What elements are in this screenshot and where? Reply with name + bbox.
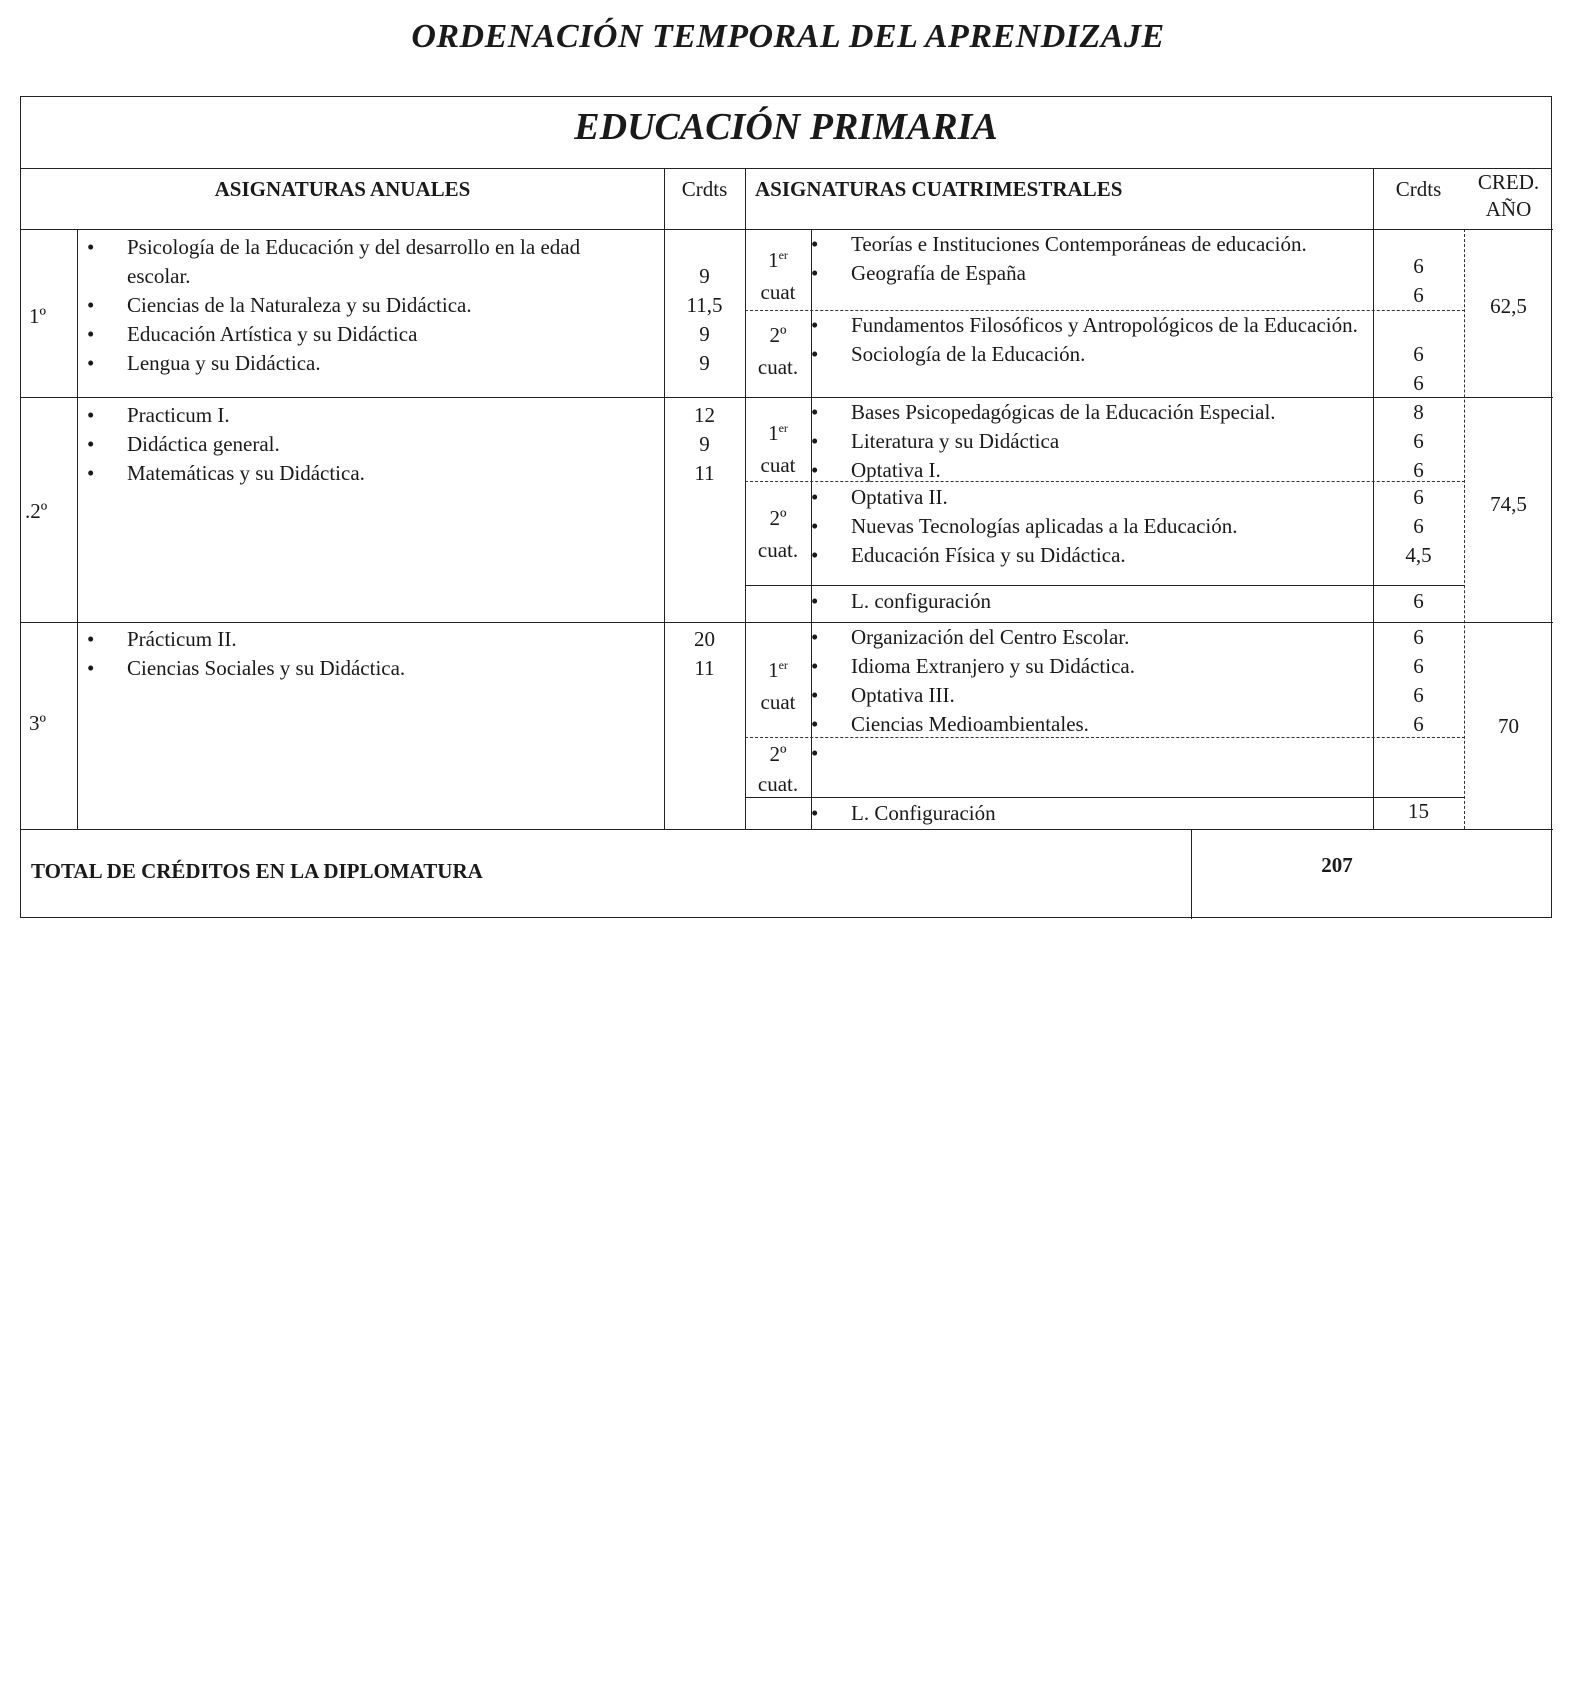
anuales-list-3 xyxy=(77,625,664,683)
c1-crdts-3: 6 6 6 6 xyxy=(1413,625,1424,736)
lconf-list-2 xyxy=(801,587,1371,616)
list-item: • Literatura y su Didáctica xyxy=(801,427,1371,456)
year-label-2: .2º xyxy=(25,499,48,523)
anuales-list-1 xyxy=(77,233,664,378)
cred-ano-1: 62,5 xyxy=(1490,294,1527,318)
list-item: • Nuevas Tecnologías aplicadas a la Educación. xyxy=(801,512,1371,541)
c1-list-1 xyxy=(801,230,1371,288)
cuat-label-3-1: 1er cuat xyxy=(760,658,796,714)
list-item: • Ciencias de la Naturaleza y su Didáctica. xyxy=(77,291,644,320)
list-item: • Optativa III. xyxy=(801,681,1371,710)
c2-crdts-2: 6 6 4,5 xyxy=(1405,485,1432,567)
list-item: • L. configuración xyxy=(801,587,1371,616)
page-title: ORDENACIÓN TEMPORAL DEL APRENDIZAJE xyxy=(411,18,1165,55)
list-item: • Organización del Centro Escolar. xyxy=(801,623,1371,652)
header-cuatrimestrales: ASIGNATURAS CUATRIMESTRALES xyxy=(755,177,1123,201)
cred-ano-2: 74,5 xyxy=(1490,492,1527,516)
header-anuales: ASIGNATURAS ANUALES xyxy=(214,177,471,201)
list-item: • Fundamentos Filosóficos y Antropológicos de la Educación. xyxy=(801,311,1371,340)
list-item: • Ciencias Medioambientales. xyxy=(801,710,1371,739)
anuales-crdts-2: 12 9 11 xyxy=(694,403,715,485)
lconf-crdts-2: 6 xyxy=(1413,589,1424,613)
c1-crdts-2: 8 6 6 xyxy=(1413,400,1424,482)
cuat-label-1-1: 1er cuat xyxy=(760,248,796,304)
list-item: • Bases Psicopedagógicas de la Educación Especial. xyxy=(801,398,1371,427)
c2-list-1 xyxy=(801,311,1371,369)
list-item: • Prácticum II. xyxy=(77,625,664,654)
anuales-crdts-3: 20 11 xyxy=(694,627,715,680)
header-crdts-cuatrimestrales: Crdts xyxy=(1395,177,1442,201)
anuales-list-2 xyxy=(77,401,664,488)
list-item: • Educación Artística y su Didáctica xyxy=(77,320,644,349)
curriculum-table xyxy=(20,96,1552,918)
year-label-1: 1º xyxy=(29,304,47,328)
list-item: • L. Configuración xyxy=(801,799,1371,828)
list-item: • Ciencias Sociales y su Didáctica. xyxy=(77,654,664,683)
cred-ano-3: 70 xyxy=(1498,714,1519,738)
c1-list-2 xyxy=(801,398,1371,485)
list-item: • Idioma Extranjero y su Didáctica. xyxy=(801,652,1371,681)
list-item: • Educación Física y su Didáctica. xyxy=(801,541,1371,570)
cuat-label-2-2: 2º cuat. xyxy=(757,506,799,562)
list-item: • Practicum I. xyxy=(77,401,664,430)
lconf-crdts-3: 15 xyxy=(1408,799,1429,823)
cuat-label-1-2: 2º cuat. xyxy=(757,323,799,379)
c2-list-2 xyxy=(801,483,1371,570)
list-item: • Teorías e Instituciones Contemporáneas de educación. xyxy=(801,230,1371,259)
list-item: • Lengua y su Didáctica. xyxy=(77,349,644,378)
total-label: TOTAL DE CRÉDITOS EN LA DIPLOMATURA xyxy=(31,859,483,883)
header-cred-ano: CRED. AÑO xyxy=(1477,170,1540,221)
anuales-crdts-1: 9 11,5 9 9 xyxy=(686,264,723,375)
table-banner: EDUCACIÓN PRIMARIA xyxy=(21,97,1551,169)
header-crdts-anuales: Crdts xyxy=(681,177,728,201)
cuat-label-2-1: 1er cuat xyxy=(760,421,796,477)
list-item: • Optativa I. xyxy=(801,456,1371,485)
c1-crdts-1: 6 6 xyxy=(1413,254,1424,307)
list-item: • Sociología de la Educación. xyxy=(801,340,1371,369)
c2-crdts-1: 6 6 xyxy=(1413,342,1424,395)
list-item: • Matemáticas y su Didáctica. xyxy=(77,459,664,488)
list-item: • Didáctica general. xyxy=(77,430,664,459)
list-item: • Optativa II. xyxy=(801,483,1371,512)
c1-list-3 xyxy=(801,623,1371,739)
list-item: • Psicología de la Educación y del desarrollo en la edad escolar. xyxy=(77,233,644,291)
total-value: 207 xyxy=(1321,853,1353,877)
list-item: • Geografía de España xyxy=(801,259,1371,288)
lconf-list-3 xyxy=(801,799,1371,828)
cuat-label-3-2: 2º cuat. xyxy=(757,742,799,796)
year-label-3: 3º xyxy=(29,711,47,735)
